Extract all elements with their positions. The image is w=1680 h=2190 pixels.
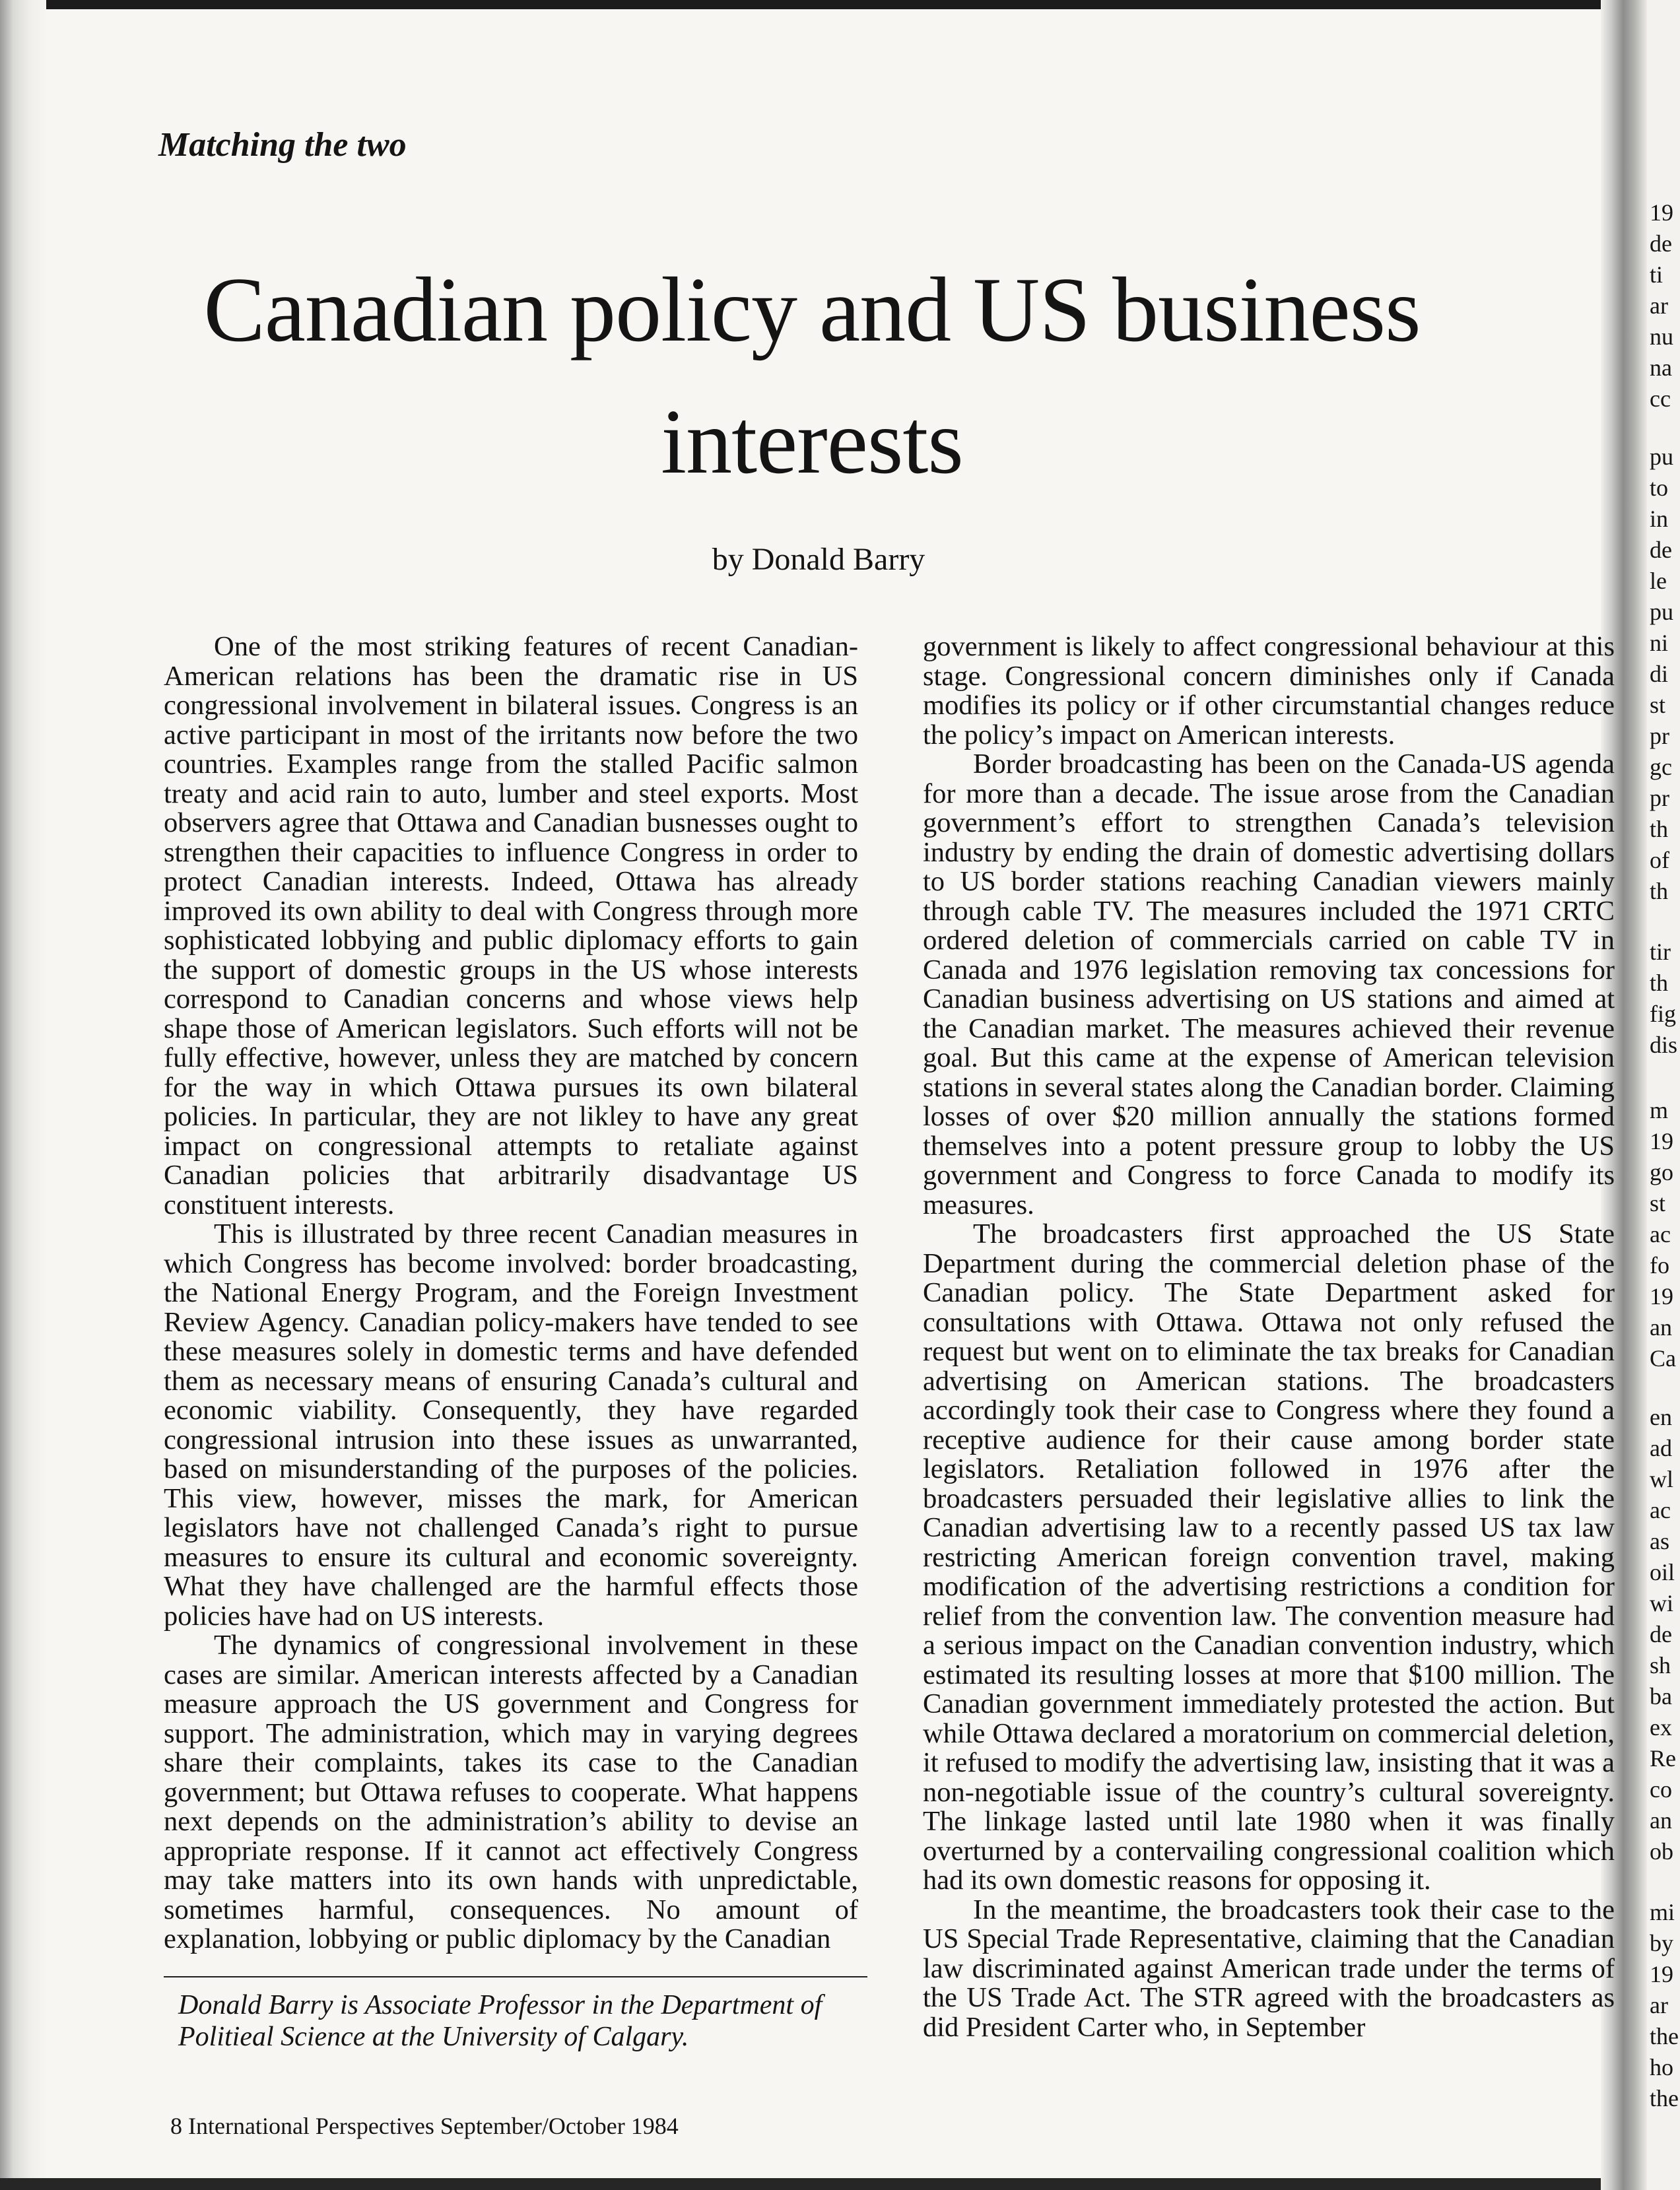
facing-page-text: ba	[1650, 1683, 1672, 1709]
facing-page-text: dis	[1650, 1032, 1678, 1058]
body-column-right	[923, 632, 1615, 2042]
facing-page-text: co	[1650, 1776, 1672, 1803]
facing-page-text: mi	[1650, 1899, 1675, 1925]
facing-page-text: ar	[1650, 292, 1668, 319]
facing-page-text: th	[1650, 878, 1669, 904]
facing-page-text: ex	[1650, 1714, 1672, 1741]
facing-page-text: by	[1650, 1930, 1673, 1956]
facing-page-text: the	[1650, 2023, 1679, 2049]
article-title: Canadian policy and US business interests	[203, 259, 1421, 493]
facing-page-text: ac	[1650, 1497, 1671, 1523]
byline: by Donald Barry	[712, 542, 925, 577]
facing-page-text: di	[1650, 661, 1669, 687]
facing-page-text: ni	[1650, 630, 1669, 656]
facing-page-text: st	[1650, 1190, 1666, 1216]
facing-page-text: the	[1650, 2085, 1679, 2111]
facing-page-text: Ca	[1650, 1345, 1676, 1372]
facing-page-text: ti	[1650, 261, 1663, 288]
facing-page-text: as	[1650, 1528, 1669, 1554]
facing-page-fragment	[1647, 0, 1680, 2190]
facing-page-text: go	[1650, 1159, 1673, 1185]
facing-page-text: wi	[1650, 1590, 1673, 1616]
paragraph: This is illustrated by three recent Canadian measures in which Congress has become involved: border broadcasting, the National Energy Program, and the Foreign Investment Review Agency. Canadian policy-makers have tended to see these measures solely in domestic terms and have defended them as necessary means of ensuring Canada’s cultural and economic viability. Consequently, they have regarded congressional intrusion into these issues as unwarranted, based on misunderstanding of the purposes of the policies. This view, however, misses the mark, for American legislators have not challenged Canada’s right to pursue measures to ensure its cultural and economic sovereignty. What they have challenged are the harmful effects those policies have had on US interests.	[164, 1218, 858, 1632]
facing-page-text: le	[1650, 568, 1667, 594]
author-note: Donald Barry is Associate Professor in the Department of Politieal Science at the University of Calgary.	[178, 1990, 823, 2052]
facing-page-text: wl	[1650, 1466, 1673, 1492]
facing-page-text: oil	[1650, 1559, 1675, 1585]
facing-page-text: an	[1650, 1314, 1672, 1341]
section-kicker: Matching the two	[158, 126, 407, 164]
facing-page-text: tir	[1650, 939, 1671, 965]
facing-page-text: th	[1650, 816, 1669, 842]
facing-page-text: of	[1650, 847, 1669, 873]
facing-page-text: de	[1650, 537, 1672, 563]
facing-page-text: 19	[1650, 1128, 1673, 1154]
facing-page-text: pu	[1650, 599, 1673, 625]
facing-page-text: an	[1650, 1807, 1672, 1834]
facing-page-text: in	[1650, 506, 1669, 532]
facing-page-text: Re	[1650, 1745, 1676, 1772]
paragraph: Border broadcasting has been on the Canada-US agenda for more than a decade. The issue arose from the Canadian government’s effort to strengthen Canada’s television industry by ending the drain of domestic advertising dollars to US border stations reaching Canadian viewers mainly through cable TV. The measures included the 1971 CRTC ordered deletion of commercials carried on cable TV in Canada and 1976 legislation removing tax concessions for Canadian business advertising on US stations and aimed at the Canadian market. The measures achieved their revenue goal. But this came at the expense of American television stations in several states along the Canadian border. Claiming losses of over $20 million annually the stations formed themselves into a potent pressure group to lobby the US government and Congress to force Canada to modify its measures.	[923, 748, 1615, 1220]
scan-left-edge	[0, 0, 46, 2190]
scan-bottom-edge	[0, 2178, 1680, 2190]
facing-page-text: pu	[1650, 444, 1673, 470]
page-folio: 8 International Perspectives September/October 1984	[170, 2113, 679, 2139]
facing-page-text: pr	[1650, 723, 1669, 749]
paragraph: In the meantime, the broadcasters took their case to the US Special Trade Representative, claiming that the Canadian law discriminated against American trade under the terms of the US Trade Act. The STR agreed with the broadcasters as did President Carter who, in September	[923, 1894, 1615, 2043]
facing-page-text: ad	[1650, 1435, 1672, 1461]
facing-page-text: ho	[1650, 2054, 1673, 2080]
facing-page-text: nu	[1650, 323, 1673, 350]
facing-page-text: ar	[1650, 1992, 1668, 2018]
facing-page-text: en	[1650, 1404, 1672, 1430]
facing-page-text: de	[1650, 1621, 1672, 1647]
footnote-rule	[164, 1976, 867, 1977]
facing-page-text: de	[1650, 230, 1672, 257]
facing-page-text: 19	[1650, 199, 1673, 226]
facing-page-text: fig	[1650, 1001, 1676, 1027]
facing-page-text: 19	[1650, 1961, 1673, 1987]
paragraph: The dynamics of congressional involvement in these cases are similar. American interests affected by a Canadian measure approach the US government and Congress for support. The administration, which may in varying degrees share their complaints, takes its case to the Canadian government; but Ottawa refuses to cooperate. What happens next depends on the administration’s ability to devise an appropriate response. If it cannot act effectively Congress may take matters into its own hands with unpredictable, sometimes harmful, consequences. No amount of explanation, lobbying or public diplomacy by the Canadian	[164, 1630, 858, 1954]
facing-page-text: m	[1650, 1097, 1669, 1123]
facing-page-text: cc	[1650, 385, 1671, 412]
paragraph-continuation: government is likely to affect congressional behaviour at this stage. Congressional concern diminishes only if Canada modifies its policy or if other circumstantial changes reduce the policy’s impact on American interests.	[923, 631, 1615, 750]
facing-page-text: 19	[1650, 1283, 1673, 1310]
facing-page-text: sh	[1650, 1652, 1671, 1678]
facing-page-text: th	[1650, 970, 1669, 996]
paragraph: The broadcasters first approached the US State Department during the commercial deletion phase of the Canadian policy. The State Department asked for consultations with Ottawa. Ottawa not only refused the request but went on to eliminate the tax breaks for Canadian advertising on American stations. The broadcasters accordingly took their case to Congress where they found a receptive audience for their cause among border state legislators. Retaliation followed in 1976 after the broadcasters persuaded their legislative allies to link the Canadian advertising law to a recently passed US tax law restricting American foreign convention travel, making modification of the advertising restrictions a condition for relief from the convention law. The convention measure had a serious impact on the Canadian convention industry, which estimated its resulting losses at more that $100 million. The Canadian government immediately protested the action. But while Ottawa declared a moratorium on commercial deletion, it refused to modify the advertising law, insisting that it was a non-negotiable issue of the country’s cultural sovereignty. The linkage lasted until late 1980 when it was finally overturned by a contervailing congressional coalition which had its own domestic reasons for opposing it.	[923, 1218, 1615, 1896]
facing-page-text: ac	[1650, 1221, 1671, 1247]
facing-page-text: fo	[1650, 1252, 1669, 1278]
facing-page-text: to	[1650, 475, 1669, 501]
facing-page-text: pr	[1650, 785, 1669, 811]
scan-top-edge	[0, 0, 1680, 9]
body-column-left	[164, 632, 858, 1954]
paragraph: One of the most striking features of recent Canadian-American relations has been the dramatic rise in US congressional involvement in bilateral issues. Congress is an active participant in most of the irritants now before the two countries. Examples range from the stalled Pacific salmon treaty and acid rain to auto, lumber and steel exports. Most observers agree that Ottawa and Canadian busnesses ought to strengthen their capacities to influence Congress in order to protect Canadian interests. Indeed, Ottawa has already improved its own ability to deal with Congress through more sophisticated lobbying and public diplomacy efforts to gain the support of domestic groups in the US whose interests correspond to Canadian concerns and whose views help shape those of American legislators. Such efforts will not be fully effective, however, unless they are matched by concern for the way in which Ottawa pursues its own bilateral policies. In particular, they are not likley to have any great impact on congressional attempts to retaliate against Canadian policies that arbitrarily disadvantage US constituent interests.	[164, 631, 858, 1220]
facing-page-text: st	[1650, 692, 1666, 718]
facing-page-text: ob	[1650, 1838, 1673, 1865]
facing-page-text: gc	[1650, 754, 1672, 780]
facing-page-text: na	[1650, 354, 1672, 381]
